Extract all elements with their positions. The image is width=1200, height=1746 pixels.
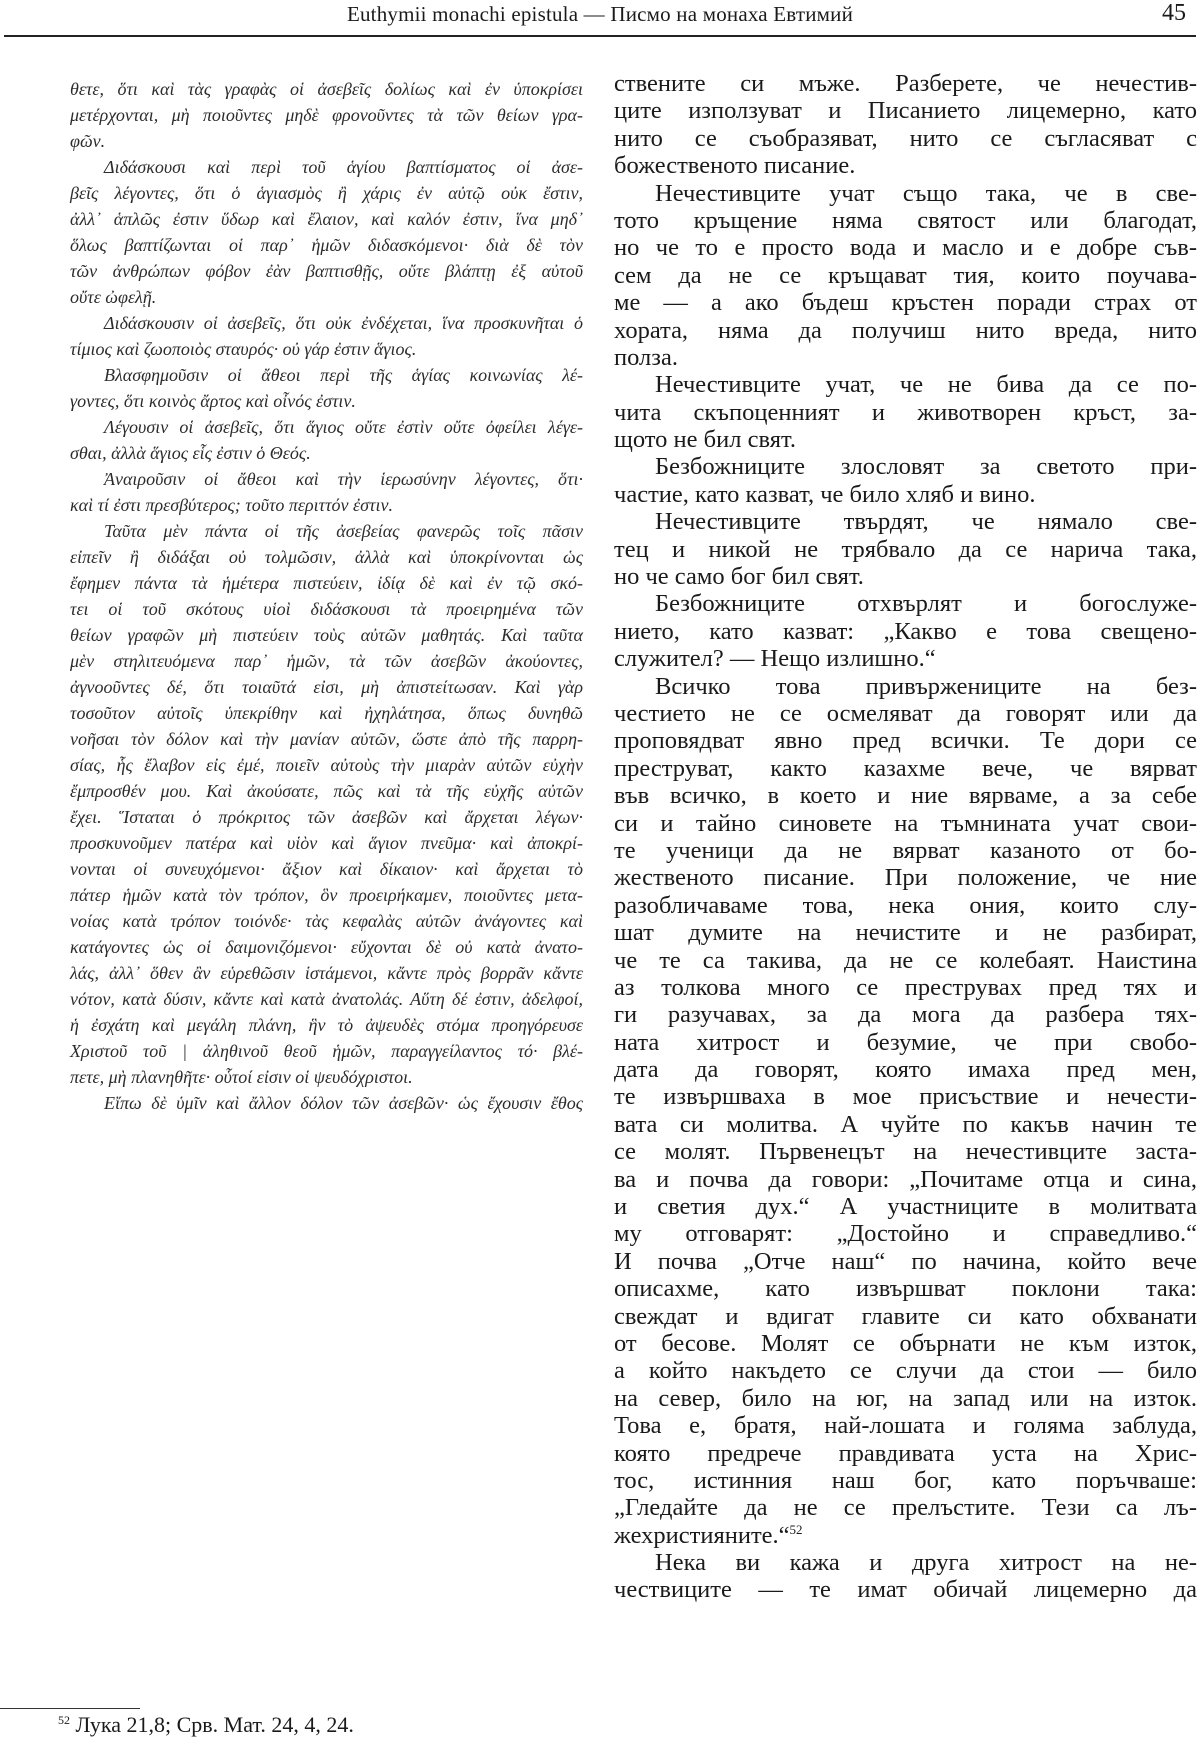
paragraph (70, 310, 583, 362)
text-line (70, 284, 583, 310)
line-text: те извършваха в мое присъствие и нечести- (614, 1083, 1197, 1111)
text-line (70, 1064, 583, 1090)
line-text: ме — а ако бъдеш кръстен поради страх от (614, 289, 1197, 317)
text-line (70, 934, 583, 960)
paragraph (70, 154, 583, 310)
text-line (70, 752, 583, 778)
line-text: служител? — Нещо излишно.“ (614, 645, 936, 673)
text-line (614, 344, 1197, 371)
footnote-text: Лука 21,8; Срв. Мат. 24, 4, 24. (75, 1712, 354, 1737)
line-text: преструват, както казахме вече, че вярват (614, 754, 1197, 782)
text-line (70, 466, 583, 492)
text-line (70, 180, 583, 206)
line-text: от бесове. Молят се обърнати не към изток, (614, 1329, 1197, 1357)
paragraph (614, 371, 1197, 453)
text-line (614, 1001, 1197, 1028)
line-text: нито се съобразяват, нито се съгласяват с (614, 124, 1197, 152)
line-text: щото не бил свят. (614, 426, 796, 454)
text-line (614, 508, 1197, 535)
text-line (614, 1303, 1197, 1330)
header-rule (4, 35, 1196, 37)
text-line (614, 563, 1197, 590)
paragraph (614, 453, 1197, 508)
line-text: вата си молитва. А чуйте по какъв начин те (614, 1110, 1197, 1138)
text-line (70, 830, 583, 856)
text-line (70, 986, 583, 1012)
line-text: θείων γραφῶν μὴ πιστεύειν τοὺς αὐτῶν μαθητάς. Καὶ ταῦτα (70, 625, 583, 645)
line-text: но че то е просто вода и масло и е добре съв- (614, 234, 1197, 262)
text-line (614, 1467, 1197, 1494)
line-text: честието не се осмеляват да говорят или да (614, 699, 1197, 727)
footnote (58, 1712, 354, 1738)
text-line (70, 206, 583, 232)
text-line (614, 782, 1197, 809)
line-text: описахме, като извършват поклони така: (614, 1275, 1197, 1303)
text-line (70, 154, 583, 180)
line-text: κατάγοντες ὡς οἱ δαιμονιζόμενοι· εὔχονται δὲ οὐ κατὰ ἀνατο- (70, 937, 583, 957)
text-line (614, 1549, 1197, 1576)
line-text: βεῖς λέγοντες, ὅτι ὁ ἁγιασμὸς ἢ χάρις ἐν αὐτῷ οὐκ ἔστιν, (70, 183, 583, 203)
line-text: И почва „Отче наш“ по начина, който вече (614, 1247, 1197, 1275)
text-line (614, 207, 1197, 234)
text-line (70, 336, 583, 362)
paragraph (70, 518, 583, 1090)
text-line (614, 1248, 1197, 1275)
text-line (614, 426, 1197, 453)
line-text: сем да не се кръщават тия, които поучава- (614, 261, 1197, 289)
line-text: καὶ τί ἐστι πρεσβύτερος; τοῦτο περιττόν ἐστιν. (70, 495, 393, 515)
line-text: свеждат и вдигат главите си като обхванати (614, 1302, 1197, 1330)
text-line (70, 310, 583, 336)
text-line (614, 70, 1197, 97)
text-line (70, 622, 583, 648)
text-line (70, 778, 583, 804)
text-line (614, 536, 1197, 563)
text-line (70, 726, 583, 752)
line-text: си и тайно синовете на тъмнината учат свои- (614, 809, 1197, 837)
line-text: му отговарят: „Достойно и справедливо.“ (614, 1220, 1197, 1248)
line-text: дата да говорят, която имаха пред мен, (614, 1056, 1197, 1084)
line-text: τει οἱ τοῦ σκότους υἱοὶ διδάσκουσι τὰ προειρημένα τῶν (70, 599, 583, 619)
line-text: тото кръщение няма святост или благодат, (614, 206, 1197, 234)
line-text: божественото писание. (614, 152, 856, 180)
text-line (614, 947, 1197, 974)
line-text: ἔφημεν πάντα τὰ ἡμέτερα πιστεύειν, ἰδίᾳ δὲ καὶ ἐν τῷ σκό- (70, 573, 583, 593)
text-line (70, 388, 583, 414)
line-text: προσκυνοῦμεν πατέρα καὶ υἱὸν καὶ ἅγιον πνεῦμα· καὶ ἀποκρί- (70, 833, 583, 853)
line-text: φῶν. (70, 131, 106, 151)
text-line (70, 908, 583, 934)
line-text: ὅλως βαπτίζωνται οἱ παρ᾽ ἡμῶν διδασκόμενοι· διὰ δὲ τὸν (70, 235, 583, 255)
line-text: частие, като казват, че било хляб и вино. (614, 480, 1036, 508)
line-text: ἀγνοοῦντες δέ, ὅτι τοιαῦτά εἰσι, μὴ ἀπιστείτωσαν. Καὶ γὰρ (70, 677, 583, 697)
line-text: тос, истинния наш бог, като поръчваше: (614, 1466, 1197, 1494)
line-text: Ἀναιροῦσιν οἱ ἄθεοι καὶ τὴν ἱερωσύνην λέγοντες, ὅτι· (104, 469, 583, 489)
text-line (70, 674, 583, 700)
text-line (70, 700, 583, 726)
line-text: θετε, ὅτι καὶ τὰς γραφὰς οἱ ἀσεβεῖς δολίως καὶ ἐν ὑποκρίσει (70, 79, 583, 99)
text-line (70, 596, 583, 622)
line-text: се молят. Първенецът на нечестивците заста- (614, 1138, 1197, 1166)
line-text: μετέρχονται, μὴ ποιοῦντες μηδὲ φρονοῦντες τὰ τῶν θείων γρα- (70, 105, 583, 125)
text-line (70, 258, 583, 284)
text-line (614, 1385, 1197, 1412)
text-line (614, 180, 1197, 207)
line-text: разобличаваме това, нека ония, които слу- (614, 891, 1197, 919)
text-line (614, 289, 1197, 316)
paragraph (70, 362, 583, 414)
line-text: Διδάσκουσιν οἱ ἀσεβεῖς, ὅτι οὐκ ἐνδέχεται, ἵνα προσκυνῆται ὁ (104, 313, 583, 333)
text-line (614, 810, 1197, 837)
line-text: τῶν ἀνθρώπων φόβον ἐὰν βαπτισθῇς, οὔτε βλάπτῃ ἐξ αὐτοῦ (70, 261, 583, 281)
line-text: шат думите на нечистите и не разбират, (614, 919, 1197, 947)
text-line (614, 152, 1197, 179)
text-line (614, 1494, 1197, 1521)
paragraph (70, 76, 583, 154)
paragraph (70, 1090, 583, 1116)
text-line (614, 1330, 1197, 1357)
text-line (614, 371, 1197, 398)
footnote-reference: 52 (789, 1521, 803, 1537)
text-line (614, 1138, 1197, 1165)
line-text: ги разучавах, за да мога да разбера тях- (614, 1001, 1197, 1029)
line-text: нието, като казват: „Какво е това свещено- (614, 617, 1197, 645)
paragraph (70, 466, 583, 518)
text-line (614, 755, 1197, 782)
line-text: τίμιος καὶ ζωοποιὸς σταυρός· οὐ γάρ ἐστιν ἅγιος. (70, 339, 417, 359)
line-text: чествиците — те имат обичай лицемерно да (614, 1576, 1197, 1604)
text-line (614, 1166, 1197, 1193)
text-line (70, 102, 583, 128)
line-text: Нечестивците твърдят, че нямало све- (655, 508, 1197, 536)
line-text: σίας, ἧς ἔλαβον εἰς ἐμέ, ποιεῖν αὐτοὺς τὴν μιαρὰν αὐτῶν εὐχὴν (70, 755, 583, 775)
greek-text-column (70, 76, 583, 1116)
text-line (70, 570, 583, 596)
line-text: ната хитрост и безумие, че при свобо- (614, 1028, 1197, 1056)
paragraph (614, 70, 1197, 180)
line-text: λάς, ἀλλ᾽ ὅθεν ἂν εὑρεθῶσιν ἱστάμενοι, κἄντε πρὸς βορρᾶν κἄντε (70, 963, 583, 983)
line-text: ἀλλ᾽ ἁπλῶς ἐστιν ὕδωρ καὶ ἔλαιον, καὶ καλόν ἐστιν, ἵνα μηδ᾽ (70, 209, 583, 229)
line-text: жественото писание. При положение, че ние (614, 864, 1197, 892)
line-text: εἰπεῖν ἢ διδάξαι οὐ τολμῶσιν, ἀλλὰ καὶ ὑποκρίνονται ὡς (70, 547, 583, 567)
footnote-number: 52 (58, 1713, 70, 1727)
line-text: аз толкова много се преструвах пред тях и (614, 973, 1197, 1001)
text-line (70, 414, 583, 440)
line-text: ἔμπροσθέν μου. Καὶ ἀκούσατε, πῶς καὶ τὰ τῆς εὐχῆς αὐτῶν (70, 781, 583, 801)
running-title: Euthymii monachi epistula — Писмо на монаха Евтимий (346, 2, 854, 26)
line-text: Διδάσκουσι καὶ περὶ τοῦ ἁγίου βαπτίσματος οἱ ἀσε- (104, 157, 583, 177)
text-line (70, 492, 583, 518)
line-text: νοῆσαι τὸν δόλον καὶ τὴν μανίαν αὐτῶν, ὥστε ἀπὸ τῆς παρρη- (70, 729, 583, 749)
line-text: σθαι, ἀλλὰ ἅγιος εἷς ἐστιν ὁ Θεός. (70, 443, 311, 463)
line-text: че те са такива, да не се колебаят. Наистина (614, 946, 1197, 974)
text-line (614, 317, 1197, 344)
text-line (70, 1012, 583, 1038)
line-text: Това е, братя, най-лошата и голяма заблуда, (614, 1412, 1197, 1440)
text-line (70, 440, 583, 466)
line-text: Нечестивците учат също така, че в све- (655, 179, 1197, 207)
text-line (614, 234, 1197, 261)
text-line (70, 518, 583, 544)
line-text: „Гледайте да не се прелъстите. Тези са лъ- (614, 1494, 1197, 1522)
line-text: πάτερ ἡμῶν κατὰ τὸν τρόπον, ὃν προειρήκαμεν, ποιοῦντες μετα- (70, 885, 583, 905)
line-text: тец и никой не трябвало да се нарича така, (614, 535, 1197, 563)
line-text: но че само бог бил свят. (614, 563, 864, 591)
text-line (614, 453, 1197, 480)
text-line (614, 1576, 1197, 1603)
line-text: хората, няма да получиш нито вреда, нито (614, 316, 1197, 344)
page-number: 45 (1162, 0, 1186, 26)
bulgarian-translation-column (614, 70, 1197, 1604)
line-text: ва и почва да говори: „Почитаме отца и сина, (614, 1165, 1197, 1193)
text-line (70, 1090, 583, 1116)
text-line (614, 645, 1197, 672)
text-line (614, 618, 1197, 645)
line-text: на север, било на юг, на запад или на изток. (614, 1384, 1197, 1412)
line-text: те ученици да не вярват казаното от бо- (614, 836, 1197, 864)
line-text: полза. (614, 343, 678, 371)
text-line (614, 1083, 1197, 1110)
text-line (614, 700, 1197, 727)
line-text: Нека ви кажа и друга хитрост на не- (655, 1549, 1197, 1577)
line-text: νοίας κατὰ τρόπον τοιόνδε· τὰς κεφαλὰς αὐτῶν ἀνάγοντες καὶ (70, 911, 583, 931)
text-line (70, 648, 583, 674)
line-text: Безбожниците злословят за светото при- (655, 453, 1197, 481)
text-line (614, 399, 1197, 426)
line-text: Ταῦτα μὲν πάντα οἱ τῆς ἀσεβείας φανερῶς τοῖς πᾶσιν (104, 521, 583, 541)
text-line (614, 1440, 1197, 1467)
text-line (614, 1056, 1197, 1083)
text-line (614, 481, 1197, 508)
line-text: Безбожниците отхвърлят и богослуже- (655, 590, 1197, 618)
footnote-rule (0, 1708, 140, 1709)
text-line (614, 1029, 1197, 1056)
text-line (614, 727, 1197, 754)
paragraph (614, 180, 1197, 372)
text-line (70, 882, 583, 908)
text-line (614, 1357, 1197, 1384)
paragraph (614, 673, 1197, 1550)
text-line (614, 1412, 1197, 1439)
line-text: Λέγουσιν οἱ ἀσεβεῖς, ὅτι ἅγιος οὔτε ἐστὶν οὔτε ὀφείλει λέγε- (104, 417, 583, 437)
text-line (614, 97, 1197, 124)
text-line (70, 362, 583, 388)
text-line (614, 1522, 1197, 1549)
line-text: γοντες, ὅτι κοινὸς ἄρτος καὶ οἶνός ἐστιν. (70, 391, 356, 411)
line-text: Εἴπω δὲ ὑμῖν καὶ ἄλλον δόλον τῶν ἀσεβῶν· ὡς ἔχουσιν ἔθος (104, 1093, 583, 1113)
line-text: Всичко това привържениците на без- (655, 672, 1197, 700)
text-line (70, 856, 583, 882)
text-line (614, 673, 1197, 700)
text-line (70, 544, 583, 570)
line-text: чита скъпоценният и животворен кръст, за- (614, 398, 1197, 426)
line-text: μὲν στηλιτευόμενα παρ᾽ ἡμῶν, τὰ τῶν ἀσεβῶν ἀκούοντες, (70, 651, 583, 671)
paragraph (614, 1549, 1197, 1604)
line-text: πετε, μὴ πλανηθῆτε· οὗτοί εἰσιν οἱ ψευδόχριστοι. (70, 1067, 413, 1087)
line-text: νονται οἱ συνευχόμενοι· ἄξιον καὶ δίκαιον· καὶ ἄρχεται τὸ (70, 859, 583, 879)
line-text: ἔχει. Ἵσταται ὁ πρόκριτος τῶν ἀσεβῶν καὶ ἄρχεται λέγων· (70, 807, 583, 827)
line-text: жехристияните.“ (614, 1521, 790, 1549)
line-text: Нечестивците учат, че не бива да се по- (655, 371, 1197, 399)
text-line (614, 864, 1197, 891)
line-text: и светия дух.“ А участниците в молитвата (614, 1193, 1197, 1221)
text-line (614, 974, 1197, 1001)
line-text: ците използуват и Писанието лицемерно, като (614, 97, 1197, 125)
line-text: която предрече правдивата уста на Хрис- (614, 1439, 1197, 1467)
line-text: οὔτε ὠφελῇ. (70, 287, 157, 307)
line-text: а който накъдето се случи да стои — било (614, 1357, 1197, 1385)
text-line (614, 1111, 1197, 1138)
text-line (614, 1220, 1197, 1247)
paragraph (614, 508, 1197, 590)
line-text: Βλασφημοῦσιν οἱ ἄθεοι περὶ τῆς ἁγίας κοινωνίας λέ- (104, 365, 583, 385)
text-line (614, 262, 1197, 289)
line-text: νότον, κατὰ δύσιν, κἄντε καὶ κατὰ ἀνατολάς. Αὕτη δέ ἐστιν, ἀδελφοί, (70, 989, 583, 1009)
line-text: във всичко, в което и ние вярваме, а за себе (614, 782, 1197, 810)
paragraph (70, 414, 583, 466)
text-line (614, 1193, 1197, 1220)
line-text: τοσοῦτον αὐτοῖς ὑπεκρίθην καὶ ἠχηλάτησα, ὅπως δυνηθῶ (70, 703, 583, 723)
text-line (70, 128, 583, 154)
line-text: Χριστοῦ τοῦ | ἀληθινοῦ θεοῦ ἡμῶν, παραγγείλαντος τό· βλέ- (70, 1041, 583, 1061)
text-line (70, 232, 583, 258)
line-text: ствените си мъже. Разберете, че нечестив- (614, 70, 1197, 97)
text-line (614, 590, 1197, 617)
text-line (614, 1275, 1197, 1302)
line-text: проповядват явно пред всички. Те дори се (614, 727, 1197, 755)
text-line (70, 1038, 583, 1064)
text-line (614, 837, 1197, 864)
text-line (614, 919, 1197, 946)
text-line (70, 804, 583, 830)
paragraph (614, 590, 1197, 672)
text-line (614, 125, 1197, 152)
text-line (614, 892, 1197, 919)
line-text: ἡ ἐσχάτη καὶ μεγάλη πλάνη, ἣν τὸ ἀψευδὲς στόμα προηγόρευσε (70, 1015, 583, 1035)
text-line (70, 960, 583, 986)
text-line (70, 76, 583, 102)
